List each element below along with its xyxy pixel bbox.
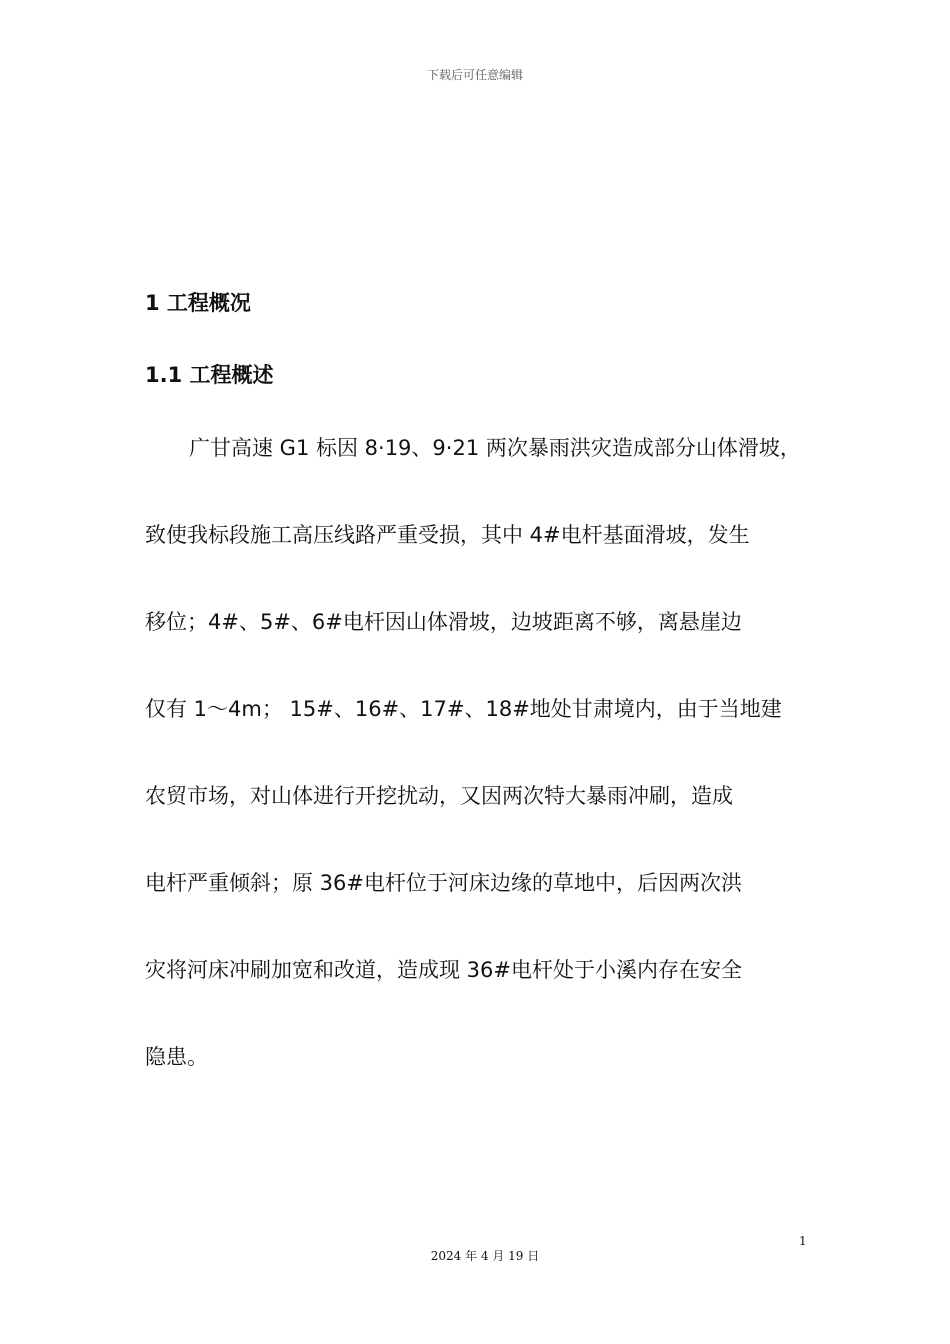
- section-heading: 1 工程概况: [145, 291, 251, 315]
- footer-date: 2024 年 4 月 19 日: [430, 1249, 540, 1263]
- subsection-heading: 1.1 工程概述: [145, 363, 274, 387]
- paragraph-line: 电杆严重倾斜；原 36#电杆位于河床边缘的草地中，后因两次洪: [145, 871, 742, 895]
- page-header: 下载后可任意编辑: [426, 68, 523, 82]
- paragraph-line: 仅有 1～4m； 15#、16#、17#、18#地处甘肃境内，由于当地建: [145, 697, 782, 721]
- paragraph-line: 移位；4#、5#、6#电杆因山体滑坡，边坡距离不够，离悬崖边: [145, 610, 742, 634]
- paragraph-line: 灾将河床冲刷加宽和改道，造成现 36#电杆处于小溪内存在安全: [145, 958, 742, 982]
- page-number: 1: [799, 1234, 807, 1248]
- paragraph-line: 致使我标段施工高压线路严重受损，其中 4#电杆基面滑坡，发生: [145, 523, 750, 547]
- paragraph-line: 隐患。: [145, 1045, 208, 1069]
- paragraph-line: 农贸市场，对山体进行开挖扰动，又因两次特大暴雨冲刷，造成: [145, 784, 733, 808]
- body-paragraph: [145, 428, 815, 1124]
- paragraph-line: 广甘高速 G1 标因 8·19、9·21 两次暴雨洪灾造成部分山体滑坡，: [189, 436, 801, 460]
